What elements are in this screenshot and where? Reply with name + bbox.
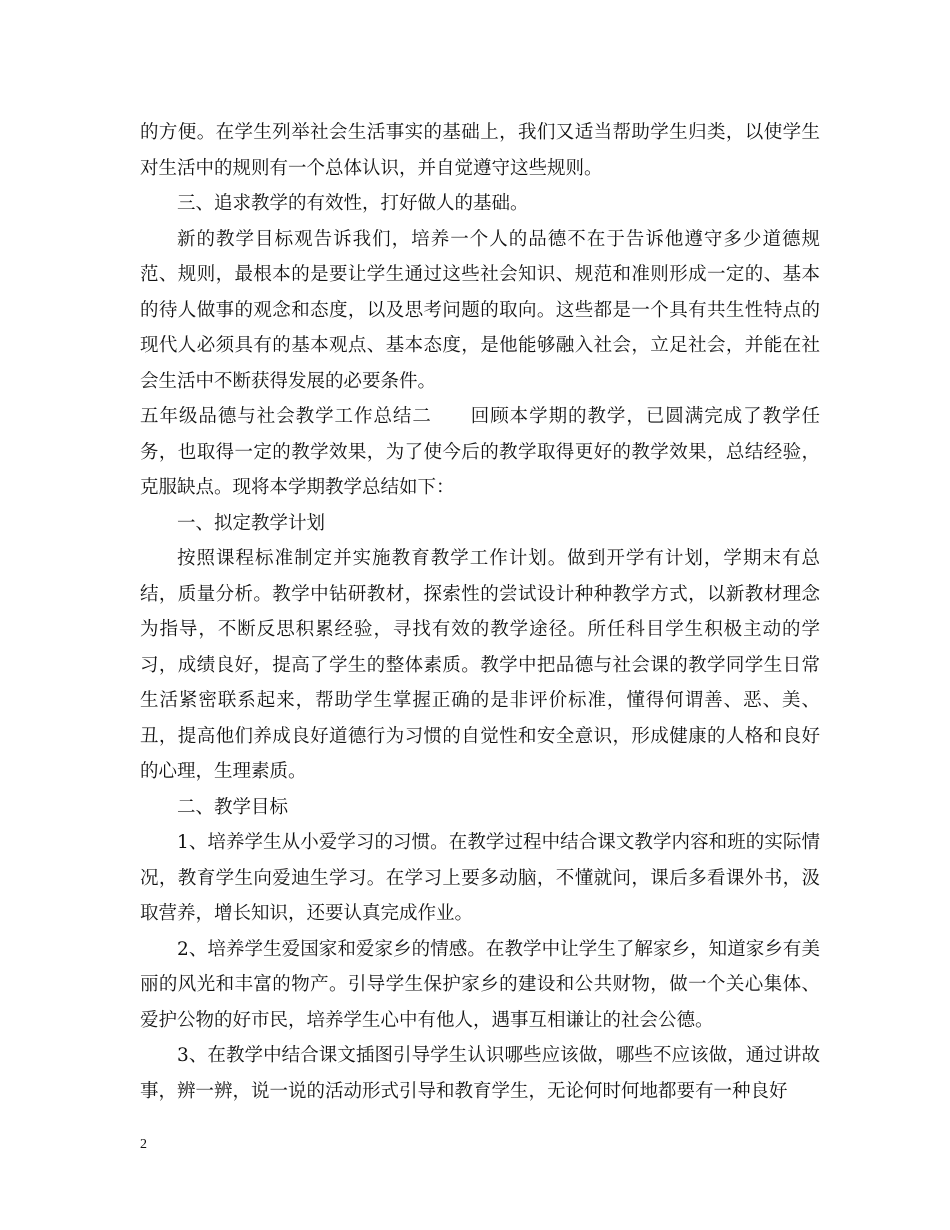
section-heading: 一、拟定教学计划	[177, 512, 326, 534]
paragraph: 的方便。在学生列举社会生活事实的基础上，我们又适当帮助学生归类，以使学生对生活中的规则有一个总体认识，并自觉遵守这些规则。	[140, 122, 820, 179]
paragraph: 按照课程标准制定并实施教育教学工作计划。做到开学有计划，学期末有总结，质量分析。教学中钻研教材，探索性的尝试设计种种教学方式，以新教材理念为指导，不断反思积累经验，寻找有效的教学途径。所任科目学生积极主动的学习，成绩良好，提高了学生的整体素质。教学中把品德与社会课的教学同学生日常生活紧密联系起来，帮助学生掌握正确的是非评价标准，懂得何谓善、恶、美、丑，提高他们养成良好道德行为习惯的自觉性和安全意识，形成健康的人格和良好的心理，生理素质。	[140, 548, 820, 782]
section-heading: 三、追求教学的有效性，打好做人的基础。	[177, 193, 529, 214]
paragraph: 3、在教学中结合课文插图引导学生认识哪些应该做，哪些不应该做，通过讲故事，辨一辨，说一说的活动形式引导和教育学生，无论何时何地都要有一种良好	[140, 1045, 820, 1102]
paragraph: 五年级品德与社会教学工作总结二 回顾本学期的教学，已圆满完成了教学任务，也取得一定的教学效果，为了使今后的教学取得更好的教学效果，总结经验，克服缺点。现将本学期教学总结如下：	[140, 406, 820, 498]
page-number: 2	[140, 1137, 147, 1152]
paragraph: 2、培养学生爱国家和爱家乡的情感。在教学中让学生了解家乡，知道家乡有美丽的风光和丰富的物产。引导学生保护家乡的建设和公共财物，做一个关心集体、爱护公物的好市民，培养学生心中有他人，遇事互相谦让的社会公德。	[140, 938, 820, 1031]
paragraph: 1、培养学生从小爱学习的习惯。在教学过程中结合课文教学内容和班的实际情况，教育学生向爱迪生学习。在学习上要多动脑，不懂就问，课后多看课外书，汲取营养，增长知识，还要认真完成作业。	[140, 832, 820, 924]
paragraph: 新的教学目标观告诉我们，培养一个人的品德不在于告诉他遵守多少道德规范、规则，最根本的是要让学生通过这些社会知识、规范和准则形成一定的、基本的待人做事的观念和态度，以及思考问题的取向。这些都是一个具有共生性特点的现代人必须具有的基本观点、基本态度，是他能够融入社会，立足社会，并能在社会生活中不断获得发展的必要条件。	[140, 228, 820, 392]
section-heading: 二、教学目标	[177, 796, 289, 818]
body-text	[140, 115, 820, 1109]
